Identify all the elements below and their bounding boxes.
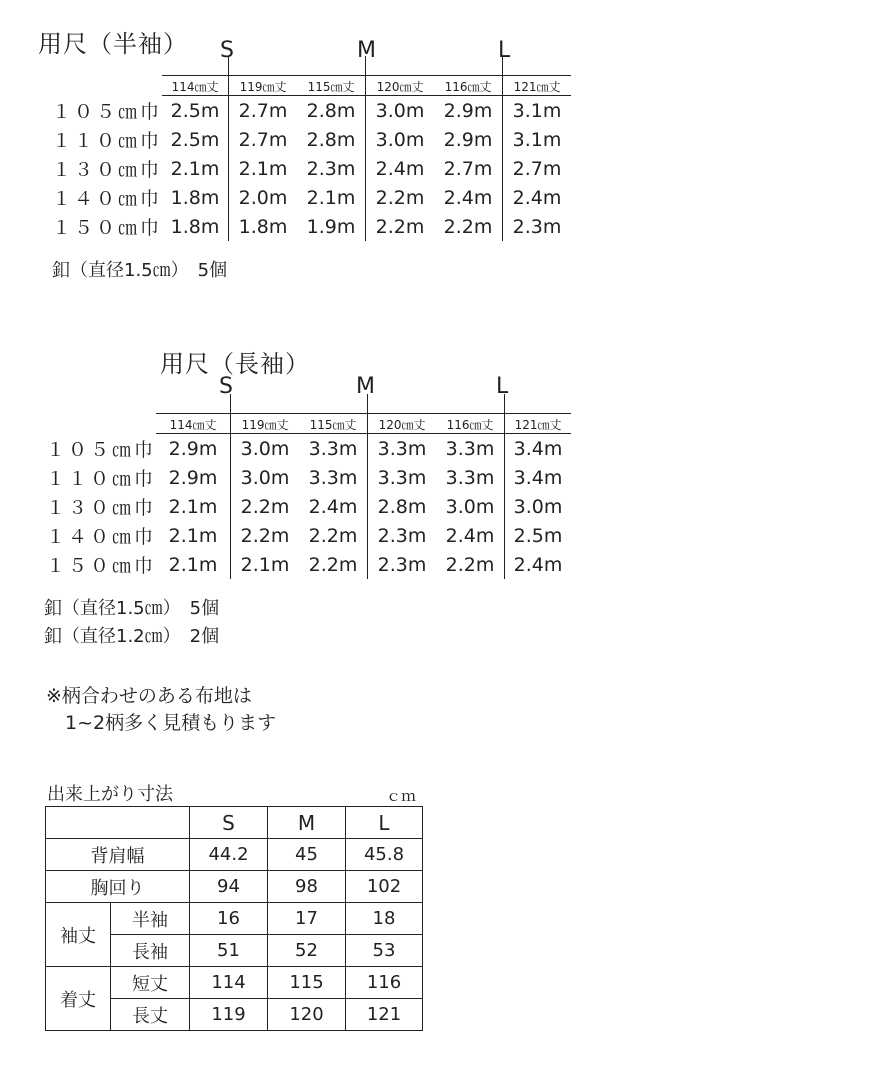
col-header: 115㎝丈 <box>297 76 366 96</box>
cell: 2.2m <box>443 215 493 238</box>
cell: 3.3m <box>308 437 358 460</box>
col-header: 114㎝丈 <box>162 76 229 96</box>
header-spacer <box>46 394 156 414</box>
row-label: 胸回り <box>46 871 190 903</box>
cell: 2.3m <box>306 157 356 180</box>
cell: 2.3m <box>503 212 572 241</box>
cell: 116 <box>346 967 423 999</box>
cell: 3.0m <box>366 125 435 154</box>
cell: 2.9m <box>443 128 493 151</box>
cell: 2.4m <box>505 550 572 579</box>
short-size-m: M <box>357 38 376 63</box>
cell: 2.1m <box>306 186 356 209</box>
cell: 2.4m <box>443 186 493 209</box>
cell: 119 <box>190 999 268 1031</box>
table-row <box>52 125 571 154</box>
cell: 1.8m <box>170 215 220 238</box>
pattern-note-line-1: ※柄合わせのある布地は <box>46 685 252 707</box>
table-row <box>46 967 423 999</box>
cell: 17 <box>268 903 346 935</box>
row-label: １１０㎝巾 <box>52 130 163 152</box>
col-header: 121㎝丈 <box>503 76 572 96</box>
finished-title: 出来上がり寸法 <box>47 784 173 805</box>
short-button-note: 釦（直径1.5㎝） 5個 <box>52 260 228 281</box>
cell: 45.8 <box>346 839 423 871</box>
finished-measurements-table <box>45 806 423 1031</box>
cell: 2.8m <box>306 128 356 151</box>
col-header: 121㎝丈 <box>505 414 572 434</box>
cell: 51 <box>190 935 268 967</box>
row-label: １１０㎝巾 <box>46 468 157 490</box>
cell: 2.2m <box>366 183 435 212</box>
long-size-m: M <box>356 374 375 399</box>
finished-unit: ｃｍ <box>386 787 417 805</box>
cell: 2.8m <box>306 99 356 122</box>
cell: 16 <box>190 903 268 935</box>
table-row <box>52 96 571 126</box>
cell: 2.2m <box>308 524 358 547</box>
cell: 2.9m <box>168 437 218 460</box>
cell: 2.4m <box>445 524 495 547</box>
group-label: 袖丈 <box>46 903 111 967</box>
cell: 2.1m <box>231 550 300 579</box>
cell: 2.0m <box>229 183 298 212</box>
table-row <box>46 521 571 550</box>
cell: 53 <box>346 935 423 967</box>
cell: 102 <box>346 871 423 903</box>
cell: 2.5m <box>505 521 572 550</box>
col-header: 120㎝丈 <box>366 76 435 96</box>
cell: 2.7m <box>229 96 298 126</box>
col-header: 120㎝丈 <box>368 414 437 434</box>
cell: 3.1m <box>503 125 572 154</box>
cell: 2.9m <box>168 466 218 489</box>
col-header: 119㎝丈 <box>229 76 298 96</box>
cell: 2.1m <box>170 157 220 180</box>
cell: 3.3m <box>445 437 495 460</box>
cell: 3.4m <box>505 463 572 492</box>
long-sleeve-yardage-table <box>46 394 571 579</box>
cell: 2.1m <box>168 524 218 547</box>
cell: 3.0m <box>231 463 300 492</box>
table-row <box>46 903 423 935</box>
cell: 2.9m <box>443 99 493 122</box>
long-button-note-1: 釦（直径1.5㎝） 5個 <box>44 598 220 619</box>
cell: 3.1m <box>503 96 572 126</box>
cell: 18 <box>346 903 423 935</box>
cell: 3.0m <box>445 495 495 518</box>
col-header: 114㎝丈 <box>156 414 231 434</box>
cell: 114 <box>190 967 268 999</box>
cell: 2.2m <box>366 212 435 241</box>
row-label: １５０㎝巾 <box>46 555 157 577</box>
cell: 2.1m <box>168 495 218 518</box>
cell: 94 <box>190 871 268 903</box>
col-header: 115㎝丈 <box>299 414 368 434</box>
cell: 2.2m <box>231 521 300 550</box>
table-row <box>46 550 571 579</box>
table-row <box>52 183 571 212</box>
row-label: 長袖 <box>111 935 190 967</box>
cell: 45 <box>268 839 346 871</box>
col-header: 116㎝丈 <box>436 414 505 434</box>
cell: 98 <box>268 871 346 903</box>
cell: 120 <box>268 999 346 1031</box>
cell: 1.9m <box>306 215 356 238</box>
cell: 3.0m <box>505 492 572 521</box>
header-spacer <box>46 414 156 434</box>
cell: 2.1m <box>168 553 218 576</box>
row-label: 背肩幅 <box>46 839 190 871</box>
table-row <box>52 212 571 241</box>
row-label: １３０㎝巾 <box>52 159 163 181</box>
row-label: 長丈 <box>111 999 190 1031</box>
size-header: S <box>190 807 268 839</box>
cell: 2.2m <box>308 553 358 576</box>
row-label: 短丈 <box>111 967 190 999</box>
col-header: 116㎝丈 <box>434 76 503 96</box>
cell: 1.8m <box>170 186 220 209</box>
header-spacer <box>52 56 162 76</box>
table-row <box>46 807 423 839</box>
table-row <box>46 492 571 521</box>
cell: 2.7m <box>503 154 572 183</box>
cell: 2.8m <box>368 492 437 521</box>
cell: 2.4m <box>366 154 435 183</box>
short-sleeve-title: 用尺（半袖） <box>38 30 188 58</box>
cell: 2.5m <box>170 99 220 122</box>
short-size-l: L <box>498 38 511 63</box>
pattern-note-line-2: 1~2柄多く見積もります <box>46 712 277 734</box>
cell: 3.3m <box>368 463 437 492</box>
header-spacer <box>52 76 162 96</box>
cell: 3.3m <box>368 434 437 464</box>
table-row <box>46 839 423 871</box>
cell: 2.3m <box>368 521 437 550</box>
cell: 3.4m <box>505 434 572 464</box>
long-size-s: S <box>219 374 233 399</box>
cell: 2.4m <box>308 495 358 518</box>
cell: 2.4m <box>503 183 572 212</box>
table-row <box>46 463 571 492</box>
row-label: １３０㎝巾 <box>46 497 157 519</box>
cell: 1.8m <box>229 212 298 241</box>
cell: 2.7m <box>229 125 298 154</box>
cell: 3.3m <box>308 466 358 489</box>
cell: 2.1m <box>229 154 298 183</box>
cell: 2.7m <box>443 157 493 180</box>
row-label: １４０㎝巾 <box>52 188 163 210</box>
cell: 3.0m <box>366 96 435 126</box>
row-label: １４０㎝巾 <box>46 526 157 548</box>
cell: 3.0m <box>231 434 300 464</box>
cell: 2.5m <box>170 128 220 151</box>
cell: 3.3m <box>445 466 495 489</box>
row-label: １０５㎝巾 <box>46 438 157 461</box>
table-row <box>46 871 423 903</box>
row-label: １５０㎝巾 <box>52 217 163 239</box>
size-header: L <box>346 807 423 839</box>
cell: 44.2 <box>190 839 268 871</box>
short-sleeve-yardage-table <box>52 56 571 241</box>
long-sleeve-title: 用尺（長袖） <box>160 350 310 378</box>
cell: 2.3m <box>368 550 437 579</box>
size-header: M <box>268 807 346 839</box>
long-button-note-2: 釦（直径1.2㎝） 2個 <box>44 626 220 647</box>
row-label: １０５㎝巾 <box>52 100 163 123</box>
cell: 2.2m <box>231 492 300 521</box>
cell: 52 <box>268 935 346 967</box>
group-label: 着丈 <box>46 967 111 1031</box>
cell: 121 <box>346 999 423 1031</box>
cell: 115 <box>268 967 346 999</box>
corner-cell <box>46 807 190 839</box>
long-size-l: L <box>496 374 509 399</box>
col-header: 119㎝丈 <box>231 414 300 434</box>
table-row <box>46 434 571 464</box>
row-label: 半袖 <box>111 903 190 935</box>
table-row <box>52 154 571 183</box>
cell: 2.2m <box>445 553 495 576</box>
short-size-s: S <box>220 38 234 63</box>
